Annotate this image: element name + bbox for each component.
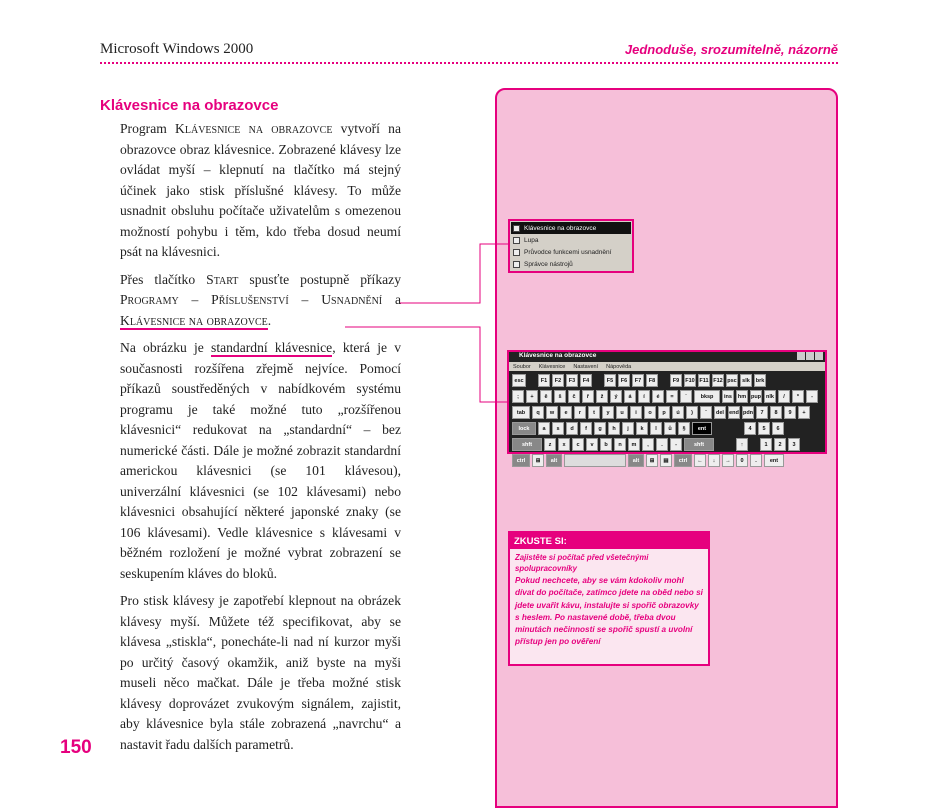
key-0[interactable]: 0 (736, 454, 748, 467)
menu-item-label: Klávesnice na obrazovce (524, 224, 597, 232)
window-title: Klávesnice na obrazovce (519, 352, 597, 359)
key-ž[interactable]: ž (596, 390, 608, 403)
menu-bar (509, 362, 825, 371)
key-b[interactable]: b (600, 438, 612, 451)
key-F9[interactable]: F9 (670, 374, 682, 387)
menu-napoveda[interactable]: Nápověda (606, 363, 632, 370)
key-blank[interactable] (564, 454, 626, 467)
key-f[interactable]: f (580, 422, 592, 435)
key-ý[interactable]: ý (610, 390, 622, 403)
key-pup[interactable]: pup (750, 390, 762, 403)
key-r[interactable]: r (574, 406, 586, 419)
magnifier-icon (513, 237, 520, 244)
key-blank (724, 422, 732, 435)
menu-item-label: Průvodce funkcemi usnadnění (524, 248, 612, 256)
key-row (512, 406, 822, 419)
key-blank (528, 374, 536, 387)
key-ě[interactable]: ě (540, 390, 552, 403)
key-7[interactable]: 7 (756, 406, 768, 419)
key-blank (594, 374, 602, 387)
page-number: 150 (60, 737, 92, 758)
key-ř[interactable]: ř (582, 390, 594, 403)
key-esc[interactable]: esc (512, 374, 526, 387)
key-F1[interactable]: F1 (538, 374, 550, 387)
key-8[interactable]: 8 (770, 406, 782, 419)
key-psc[interactable]: psc (726, 374, 738, 387)
key-F12[interactable]: F12 (712, 374, 724, 387)
key-n[interactable]: n (614, 438, 626, 451)
key-a[interactable]: a (538, 422, 550, 435)
key-F7[interactable]: F7 (632, 374, 644, 387)
key-*[interactable]: * (792, 390, 804, 403)
menu-soubor[interactable]: Soubor (513, 363, 531, 370)
text: . (267, 312, 272, 328)
key-h[interactable]: h (608, 422, 620, 435)
key-F8[interactable]: F8 (646, 374, 658, 387)
key-§[interactable]: § (678, 422, 690, 435)
key-č[interactable]: č (568, 390, 580, 403)
key-1[interactable]: 1 (760, 438, 772, 451)
key-slk[interactable]: slk (740, 374, 752, 387)
key-m[interactable]: m (628, 438, 640, 451)
key-shft[interactable]: shft (684, 438, 714, 451)
key-F2[interactable]: F2 (552, 374, 564, 387)
key-hm[interactable]: hm (736, 390, 748, 403)
paragraph: Pro stisk klávesy je zapotřebí klepnout na obrázek klávesy myší. Můžete též specifikovat, aby se klávesa „stiskla“, ponecháte-li nad ní kurzor myši po určitý časový okamžik, aniž byste na myši museli něco mačkat. Dále je třeba možné stisk klávesy doprovázet zvukovým signálem, zajistit, aby klávesnice byla stále zobrazená „navrchu“ a nastavit řadu dalších parametrů. (120, 593, 401, 752)
key-pdn[interactable]: pdn (742, 406, 754, 419)
text: vytvoří na obrazovce obraz klávesnice. Zobrazené klávesy lze ovládat myší – klepnutí na tlačítko má stejný účinek jako stisk příslušné klávesy. To může usnadnit obsluhu počítače uživatelům s omezenou možností pohybu i těm, kdo třeba dosud neumí psát na klávesnici. (120, 121, 401, 259)
key-í[interactable]: í (638, 390, 650, 403)
menu-item-label: Správce nástrojů (524, 260, 573, 268)
key-ins[interactable]: ins (722, 390, 734, 403)
keys-area (509, 371, 825, 473)
key-j[interactable]: j (622, 422, 634, 435)
key--[interactable]: - (806, 390, 818, 403)
key-tab[interactable]: tab (512, 406, 530, 419)
tip-heading: ZKUSTE SI: (510, 533, 708, 549)
key-F6[interactable]: F6 (618, 374, 630, 387)
key-lock[interactable]: lock (512, 422, 536, 435)
key-=[interactable]: = (666, 390, 678, 403)
menu-item[interactable] (511, 222, 631, 234)
key-del[interactable]: del (714, 406, 726, 419)
key-2[interactable]: 2 (774, 438, 786, 451)
text: Přes tlačítko (120, 271, 207, 287)
key-,[interactable]: , (642, 438, 654, 451)
key-o[interactable]: o (644, 406, 656, 419)
key-shft[interactable]: shft (512, 438, 542, 451)
menu-klavesnice[interactable]: Klávesnice (538, 363, 566, 370)
text: , která je v současnosti rozšířena zřejmě nejvíce. Pomocí příkazů soustředěných v nabídkovém systému programu je také možné tuto „rozšířenou klávesnici“ redukovat na „standardní“ – bez numerické části. Dále je možné zobrazit standardní americkou klávesnici (se 101 klávesou), univerzální klávesnici (se 102 klávesami) nebo klávesnici obsahující některé japonské znaky (se 106 klávesami). Vedle klávesnice s klávesami v běžném rozložení je možné vybrat zobrazení se seskupením kláves do bloků. (120, 340, 401, 581)
key-blank (750, 438, 758, 451)
key-end[interactable]: end (728, 406, 740, 419)
section-title: Klávesnice na obrazovce (100, 97, 279, 114)
key-F5[interactable]: F5 (604, 374, 616, 387)
tools-icon (513, 261, 520, 268)
key-→[interactable]: → (722, 454, 734, 467)
key-d[interactable]: d (566, 422, 578, 435)
key-w[interactable]: w (546, 406, 558, 419)
maximize-button[interactable] (806, 352, 814, 360)
key-bksp[interactable]: bksp (694, 390, 720, 403)
menu-item[interactable] (511, 258, 631, 270)
menu-item-label: Lupa (524, 236, 539, 244)
key-blank (714, 422, 722, 435)
book-title: Microsoft Windows 2000 (100, 41, 254, 57)
key-u[interactable]: u (616, 406, 628, 419)
key-ctrl[interactable]: ctrl (512, 454, 530, 467)
key-´[interactable]: ´ (680, 390, 692, 403)
tip-text: Pokud nechcete, aby se vám kdokoliv mohl dívat do počítače, zatímco jdete na oběd nebo si jdete uvařit kávu, instalujte si spořič obrazovky s heslem. Po nastavené době, třeba dvou minutách nečinnosti se spořič spustí a uvolní přístup jen po ověření (515, 576, 703, 647)
key-blank (716, 438, 724, 451)
key-ů[interactable]: ů (664, 422, 676, 435)
key--[interactable]: - (670, 438, 682, 451)
close-button[interactable] (815, 352, 823, 360)
key-z[interactable]: z (544, 438, 556, 451)
key-)[interactable]: ) (686, 406, 698, 419)
key-;[interactable]: ; (512, 390, 524, 403)
key-row (512, 422, 822, 435)
text: a (382, 292, 401, 307)
key-⊞[interactable]: ⊞ (532, 454, 544, 467)
key-é[interactable]: é (652, 390, 664, 403)
keyboard-icon (513, 225, 520, 232)
key-s[interactable]: s (552, 422, 564, 435)
key-l[interactable]: l (650, 422, 662, 435)
key-brk[interactable]: brk (754, 374, 766, 387)
title-bar (509, 352, 825, 362)
key-row (512, 438, 822, 451)
minimize-button[interactable] (797, 352, 805, 360)
key-5[interactable]: 5 (758, 422, 770, 435)
key-x[interactable]: x (558, 438, 570, 451)
key-alt[interactable]: alt (628, 454, 644, 467)
key-ctrl[interactable]: ctrl (674, 454, 692, 467)
key-F10[interactable]: F10 (684, 374, 696, 387)
wizard-icon (513, 249, 520, 256)
key-š[interactable]: š (554, 390, 566, 403)
start-submenu (508, 219, 634, 273)
key-ent[interactable]: ent (764, 454, 784, 467)
slogan: Jednoduše, srozumitelně, názorně (624, 42, 838, 57)
menu-item[interactable] (511, 234, 631, 246)
key-q[interactable]: q (532, 406, 544, 419)
menu-path-end: Klávesnice na obrazovce (120, 312, 268, 328)
key-nlk[interactable]: nlk (764, 390, 776, 403)
key-⊞[interactable]: ⊞ (646, 454, 658, 467)
key-g[interactable]: g (594, 422, 606, 435)
key-v[interactable]: v (586, 438, 598, 451)
on-screen-keyboard-window (507, 350, 827, 464)
key-4[interactable]: 4 (744, 422, 756, 435)
key-t[interactable]: t (588, 406, 600, 419)
key-↓[interactable]: ↓ (708, 454, 720, 467)
key-y[interactable]: y (602, 406, 614, 419)
tip-box (508, 531, 710, 666)
key-ent[interactable]: ent (692, 422, 712, 435)
key-alt[interactable]: alt (546, 454, 562, 467)
key-row (512, 374, 822, 387)
menu-nastaveni[interactable]: Nastavení (573, 363, 599, 370)
key-F3[interactable]: F3 (566, 374, 578, 387)
key-F11[interactable]: F11 (698, 374, 710, 387)
key-.[interactable]: . (656, 438, 668, 451)
key-9[interactable]: 9 (784, 406, 796, 419)
key-blank (660, 374, 668, 387)
key-k[interactable]: k (636, 422, 648, 435)
key-+[interactable]: + (798, 406, 810, 419)
key-ú[interactable]: ú (672, 406, 684, 419)
text: spusťte postupně příkazy (238, 271, 401, 287)
key-blank (726, 438, 734, 451)
key-3[interactable]: 3 (788, 438, 800, 451)
key-c[interactable]: c (572, 438, 584, 451)
menu-item[interactable] (511, 246, 631, 258)
key-+[interactable]: + (526, 390, 538, 403)
key-row (512, 454, 822, 467)
key-¨[interactable]: ¨ (700, 406, 712, 419)
key-6[interactable]: 6 (772, 422, 784, 435)
key-F4[interactable]: F4 (580, 374, 592, 387)
key-←[interactable]: ← (694, 454, 706, 467)
start-label: Start (206, 271, 239, 287)
key-row (512, 390, 822, 403)
key-▤[interactable]: ▤ (660, 454, 672, 467)
key-/[interactable]: / (778, 390, 790, 403)
text: Na obrázku je (120, 340, 212, 355)
menu-path: Programy – Příslušenství – Usnadnění (120, 292, 383, 307)
key-i[interactable]: i (630, 406, 642, 419)
text: Program (120, 121, 176, 136)
key-á[interactable]: á (624, 390, 636, 403)
key-blank (734, 422, 742, 435)
program-name: Klávesnice na obrazovce (175, 121, 333, 136)
key-e[interactable]: e (560, 406, 572, 419)
tip-subtitle: Zajistěte si počítač před všetečnými spolupracovníky (515, 553, 649, 573)
key-↑[interactable]: ↑ (736, 438, 748, 451)
key-.[interactable]: . (750, 454, 762, 467)
key-p[interactable]: p (658, 406, 670, 419)
highlighted-term: standardní klávesnice (211, 340, 333, 355)
